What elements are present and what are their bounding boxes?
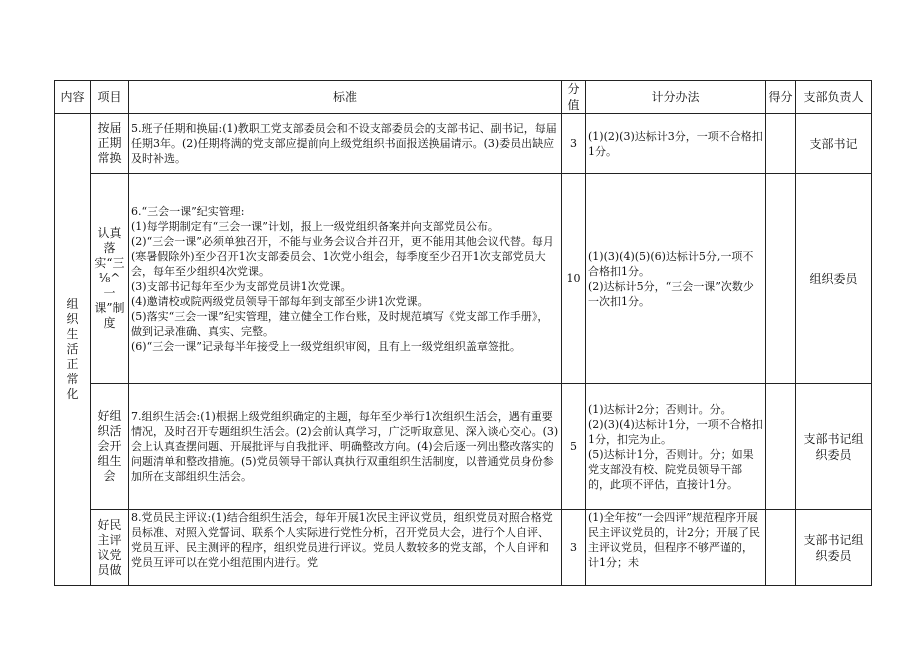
owner-cell: 支部书记组织委员: [796, 510, 872, 586]
gained-cell: [766, 510, 796, 586]
standard-cell: [129, 174, 562, 384]
gained-cell: [766, 384, 796, 510]
method-line: (1)(2)(3)达标计3分，一项不合格扣1分。: [588, 129, 763, 158]
method-cell: [586, 384, 766, 510]
score-cell: 3: [562, 510, 586, 586]
standard-line: (6)“三会一课”记录每半年接受上一级党组织审阅，且有上一级党组织盖章签批。: [131, 339, 521, 353]
standard-line: 7.组织生活会:(1)根据上级党组织确定的主题，每年至少举行1次组织生活会，遇有重要情况，及时召开专题组织生活会。(2)会前认真学习，广泛听取意见、深入谈心交心。(3)会上认真查摆问题、开展批评与自我批评、明确整改方向。(4)会后逐一列出整改落实的问题清单和整改措施。(5)党员领导干部认真执行双重组织生活制度，以普通党员身份参加所在支部组织生活会。: [131, 410, 559, 483]
owner-cell: 组织委员: [796, 174, 872, 384]
evaluation-table: [54, 80, 872, 586]
gained-cell: [766, 114, 796, 174]
standard-cell: [129, 384, 562, 510]
score-cell: 3: [562, 114, 586, 174]
method-line: (1)(3)(4)(5)(6)达标计5分,一项不合格扣1分。: [588, 249, 754, 278]
standard-line: (3)支部书记每年至少为支部党员讲1次党课。: [131, 279, 352, 293]
header-standard: 标准: [129, 81, 562, 114]
standard-line: (1)每学期制定有“三会一课”计划，报上一级党组织备案并向支部党员公布。: [131, 219, 499, 233]
standard-cell: [129, 114, 562, 174]
gained-cell: [766, 174, 796, 384]
method-cell: [586, 114, 766, 174]
method-line: (1)全年按“一会四评”规范程序开展民主评议党员的，计2分；开展了民主评议党员，但程序不够严谨的，计1分；未: [588, 511, 760, 569]
table-row: [55, 384, 872, 510]
table-row: [55, 510, 872, 586]
item-cell: 好组织活会开组生会: [91, 384, 129, 510]
score-cell: 5: [562, 384, 586, 510]
table-row: [55, 174, 872, 384]
header-item: 项目: [91, 81, 129, 114]
standard-line: 8.党员民主评议:(1)结合组织生活会，每年开展1次民主评议党员，组织党员对照合格党员标准、对照入党誓词、联系个人实际进行党性分析，召开党员大会，进行个人自评、党员互评、民主测评的程序，组织党员进行评议。党员人数较多的党支部，个人自评和党员互评可以在党小组范围内进行。党: [131, 511, 553, 569]
score-cell: 10: [562, 174, 586, 384]
section-label: 组织生活正常化: [66, 297, 79, 401]
standard-line: (5)落实“三会一课”纪实管理，建立健全工作台账，及时规范填写《党支部工作手册》，做到记录准确、真实、完整。: [131, 309, 549, 338]
standard-line: (4)邀请校或院两级党员领导干部每年到支部至少讲1次党课。: [131, 294, 429, 308]
item-cell: 认真落实“三⅛^一课”制度: [91, 174, 129, 384]
owner-cell: 支部书记: [796, 114, 872, 174]
header-content: 内容: [55, 81, 91, 114]
header-gained: 得分: [766, 81, 796, 114]
item-cell: 好民主评议党员做: [91, 510, 129, 586]
method-line: (1)达标计2分；否则计。分。: [588, 402, 732, 416]
method-line: (5)达标计1分，否则计。分；如果党支部没有校、院党员领导干部的，此项不评估，直接计1分。: [588, 447, 754, 491]
section-cell: [55, 114, 91, 586]
standard-line: 5.班子任期和换届:(1)教职工党支部委员会和不设支部委员会的支部书记、副书记，每届任期3年。(2)任期将满的党支部应提前向上级党组织书面报送换届请示。(3)委员出缺应及时补选。: [131, 122, 557, 165]
owner-cell: 支部书记组织委员: [796, 384, 872, 510]
method-cell: [586, 174, 766, 384]
standard-line: 6.“三会一课”纪实管理:: [131, 204, 245, 218]
method-cell: [586, 510, 766, 586]
method-line: (2)达标计5分，“三会一课”次数少一次扣1分。: [588, 279, 754, 308]
header-score: 分值: [562, 81, 586, 114]
table-row: [55, 114, 872, 174]
header-row: [55, 81, 872, 114]
header-owner: 支部负责人: [796, 81, 872, 114]
standard-line: (2)“三会一课”必须单独召开，不能与业务会议合并召开，更不能用其他会议代替。每月(寒暑假除外)至少召开1次支部委员会、1次党小组会，每季度至少召开1次支部党员大会，每年至少组织4次党课。: [131, 234, 554, 278]
header-method: 计分办法: [586, 81, 766, 114]
method-line: (2)(3)(4)达标计1分，一项不合格扣1分，扣完为止。: [588, 417, 763, 446]
item-cell: 按届正期常换: [91, 114, 129, 174]
standard-cell: [129, 510, 562, 586]
